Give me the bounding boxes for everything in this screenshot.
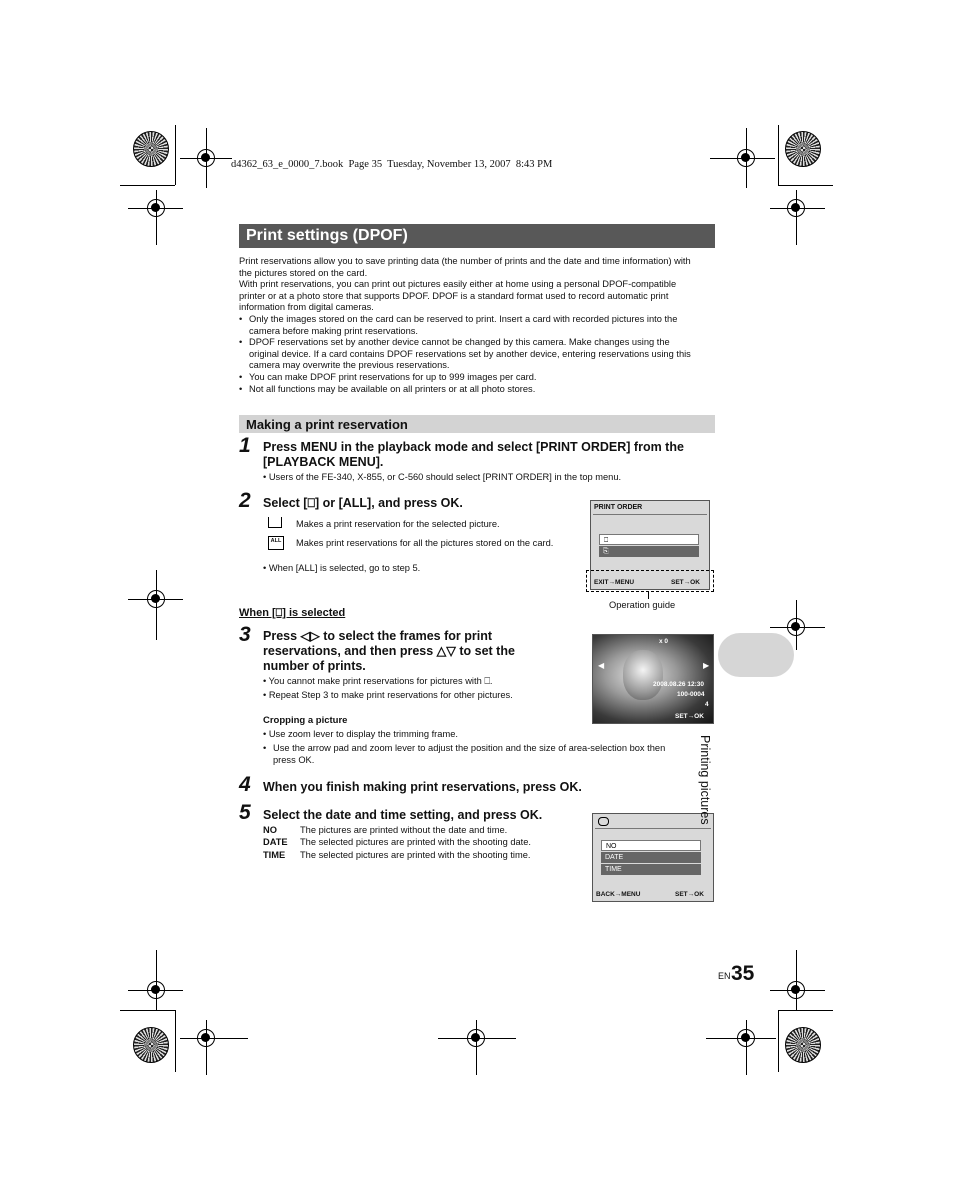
list-item: • Only the images stored on the card can be reserved to print. Insert a card with recorded pictures into the camera before making print reservations. <box>239 314 719 337</box>
print-single-icon <box>268 517 282 528</box>
crop-mark <box>778 125 779 185</box>
crop-mark <box>746 1020 747 1075</box>
bullet-list <box>239 314 719 395</box>
step-note: • Users of the FE-340, X-855, or C-560 should select [PRINT ORDER] in the top menu. <box>263 472 622 482</box>
chapter-tab <box>718 633 794 677</box>
guide-pointer <box>648 591 649 599</box>
step-number: 2 <box>239 489 251 512</box>
operation-guide-frame <box>586 570 714 592</box>
option-desc: The pictures are printed without the date and time. <box>300 825 508 835</box>
list-item <box>263 850 593 862</box>
left-arrow-icon: ◀ <box>598 661 605 670</box>
camera-screen-date-setting <box>592 813 714 902</box>
print-all-icon: ALL <box>268 536 284 550</box>
registration-wheel-icon <box>133 1027 169 1063</box>
screen-divider <box>595 828 711 829</box>
menu-option-single: ⎕ <box>599 534 699 545</box>
step-line: [PLAYBACK MENU]. <box>263 455 384 469</box>
note-text: Repeat Step 3 to make print reservations for other pictures. <box>268 690 513 700</box>
crop-mark <box>156 570 157 640</box>
language-label: EN <box>718 971 731 981</box>
camera-screen-photo <box>592 634 714 724</box>
page-title: Print settings (DPOF) <box>246 227 408 244</box>
back-hint: BACK→MENU <box>596 891 641 898</box>
intro-line: With print reservations, you can print out pictures easily either at home using a personal DPOF-compatible <box>239 279 677 290</box>
step-line: reservations, and then press △▽ to set the <box>263 644 515 658</box>
clock-icon <box>598 817 609 826</box>
menu-option: DATE <box>601 852 701 863</box>
option-description: Makes print reservations for all the pictures stored on the card. <box>296 538 554 548</box>
note-text: When [ALL] is selected, go to step 5. <box>268 563 421 573</box>
option-description: Makes a print reservation for the selected picture. <box>296 519 500 529</box>
menu-option-all: ⎘ <box>599 546 699 557</box>
crop-mark <box>156 950 157 1010</box>
crop-mark <box>175 125 176 185</box>
list-item: • DPOF reservations set by another device cannot be changed by this camera. Make changes using the original device. If a card contains DPOF reservations set by another device, entering reservations using this camera may overwrite the previous reservations. <box>239 337 719 372</box>
step-note: • Repeat Step 3 to make print reservations for other pictures. <box>263 690 513 700</box>
crop-mark <box>778 185 833 186</box>
crop-mark <box>706 1038 776 1039</box>
step-note: • When [ALL] is selected, go to step 5. <box>263 563 421 573</box>
section-title-bar <box>239 224 715 248</box>
list-item: • Not all functions may be available on all printers or at all photo stores. <box>239 384 719 396</box>
registration-wheel-icon <box>133 131 169 167</box>
step-number: 3 <box>239 623 251 646</box>
bullet-line: original device. If a card contains DPOF reservations set by another device, entering reservations using this <box>249 348 691 359</box>
note-text: press OK. <box>273 754 315 765</box>
chapter-label: Printing pictures <box>698 735 712 825</box>
crop-mark <box>120 1010 175 1011</box>
intro-line: Print reservations allow you to save printing data (the number of prints and the date and time information) with <box>239 256 691 266</box>
cropping-note: • Use zoom lever to display the trimming frame. <box>263 729 458 739</box>
screen-title: PRINT ORDER <box>594 504 643 511</box>
registration-wheel-icon <box>785 1027 821 1063</box>
crop-mark <box>156 190 157 245</box>
set-hint: SET→OK <box>671 579 700 586</box>
list-item: • You can make DPOF print reservations for up to 999 images per card. <box>239 372 719 384</box>
intro-text <box>239 256 719 314</box>
option-key: TIME <box>263 849 286 860</box>
intro-line: information from digital cameras. <box>239 302 374 313</box>
step-note: • You cannot make print reservations for pictures with ⎕. <box>263 676 493 686</box>
list-item <box>263 837 593 849</box>
cropping-note: • Use the arrow pad and zoom lever to adjust the position and the size of area-selection box then press OK. <box>263 743 723 766</box>
menu-option: TIME <box>601 864 701 875</box>
step-line: number of prints. <box>263 659 366 673</box>
frame-number: 4 <box>705 701 709 708</box>
print-count: x 0 <box>659 638 669 645</box>
bullet-line: camera before making print reservations. <box>249 325 418 336</box>
book-file-header: d4362_63_e_0000_7.book Page 35 Tuesday, November 13, 2007 8:43 PM <box>231 159 553 170</box>
step-line: Press MENU in the playback mode and select [PRINT ORDER] from the <box>263 440 684 454</box>
option-desc: The selected pictures are printed with the shooting date. <box>300 837 532 848</box>
note-text: Users of the FE-340, X-855, or C-560 should select [PRINT ORDER] in the top menu. <box>268 472 622 482</box>
subsection-bar <box>239 415 715 433</box>
right-arrow-icon: ▶ <box>703 661 710 670</box>
screen-divider <box>593 514 707 515</box>
crop-mark <box>770 990 825 991</box>
crop-mark <box>770 208 825 209</box>
crop-mark <box>796 600 797 650</box>
registration-wheel-icon <box>785 131 821 167</box>
crop-mark <box>180 1038 248 1039</box>
screen-caption: Operation guide <box>609 600 676 610</box>
crop-mark <box>175 1010 176 1072</box>
step-number: 1 <box>239 434 251 457</box>
bullet-line: You can make DPOF print reservations for up to 999 images per card. <box>249 371 537 382</box>
crop-mark <box>796 950 797 1010</box>
step-number: 4 <box>239 773 251 796</box>
date-options <box>263 825 593 862</box>
crop-mark <box>746 128 747 188</box>
photo-subject <box>623 650 663 700</box>
bullet-line: Only the images stored on the card can be reserved to print. Insert a card with recorded pictures into the <box>249 314 678 324</box>
step-instruction <box>263 440 723 470</box>
crop-mark <box>778 1010 779 1072</box>
crop-mark <box>438 1038 516 1039</box>
list-item <box>263 825 593 837</box>
subsection-title: Making a print reservation <box>246 417 408 432</box>
step-line: Press ◁▷ to select the frames for print <box>263 629 493 643</box>
option-key: NO <box>263 825 277 835</box>
menu-option: NO <box>601 840 701 851</box>
folder-number: 100-0004 <box>677 691 705 698</box>
shooting-date: 2008.08.26 12:30 <box>653 681 704 688</box>
cropping-title: Cropping a picture <box>263 715 348 726</box>
crop-mark <box>770 627 825 628</box>
crop-mark <box>796 190 797 245</box>
step-number: 5 <box>239 801 251 824</box>
option-desc: The selected pictures are printed with the shooting time. <box>300 849 531 860</box>
intro-line: the pictures stored on the card. <box>239 267 368 278</box>
crop-mark <box>778 1010 833 1011</box>
page-number: 35 <box>731 962 755 985</box>
note-text: Use zoom lever to display the trimming frame. <box>268 729 458 739</box>
step-instruction: Select the date and time setting, and press OK. <box>263 808 543 822</box>
bullet-line: Not all functions may be available on all printers or at all photo stores. <box>249 383 536 394</box>
crop-mark <box>120 185 175 186</box>
note-text: Use the arrow pad and zoom lever to adjust the position and the size of area-selection box then <box>273 743 666 753</box>
note-text: You cannot make print reservations for pictures with ⎕. <box>268 676 493 686</box>
bullet-line: camera may overwrite the previous reservations. <box>249 360 450 371</box>
step-instruction: Select [⎕] or [ALL], and press OK. <box>263 496 463 510</box>
step-instruction: When you finish making print reservations, press OK. <box>263 780 582 794</box>
crop-mark <box>206 128 207 188</box>
crop-mark <box>206 1020 207 1075</box>
intro-line: printer or at a photo store that supports DPOF. DPOF is a standard format used to record automatic print <box>239 290 669 301</box>
step-instruction <box>263 629 583 674</box>
crop-mark <box>710 158 775 159</box>
set-hint: SET→OK <box>675 891 704 898</box>
crop-mark <box>476 1020 477 1075</box>
bullet-line: DPOF reservations set by another device cannot be changed by this camera. Make changes using the <box>249 337 670 348</box>
exit-hint: EXIT→MENU <box>594 579 635 586</box>
option-key: DATE <box>263 837 288 848</box>
subheading-when-selected: When [⎕] is selected <box>239 607 346 619</box>
set-hint: SET→OK <box>675 713 704 720</box>
